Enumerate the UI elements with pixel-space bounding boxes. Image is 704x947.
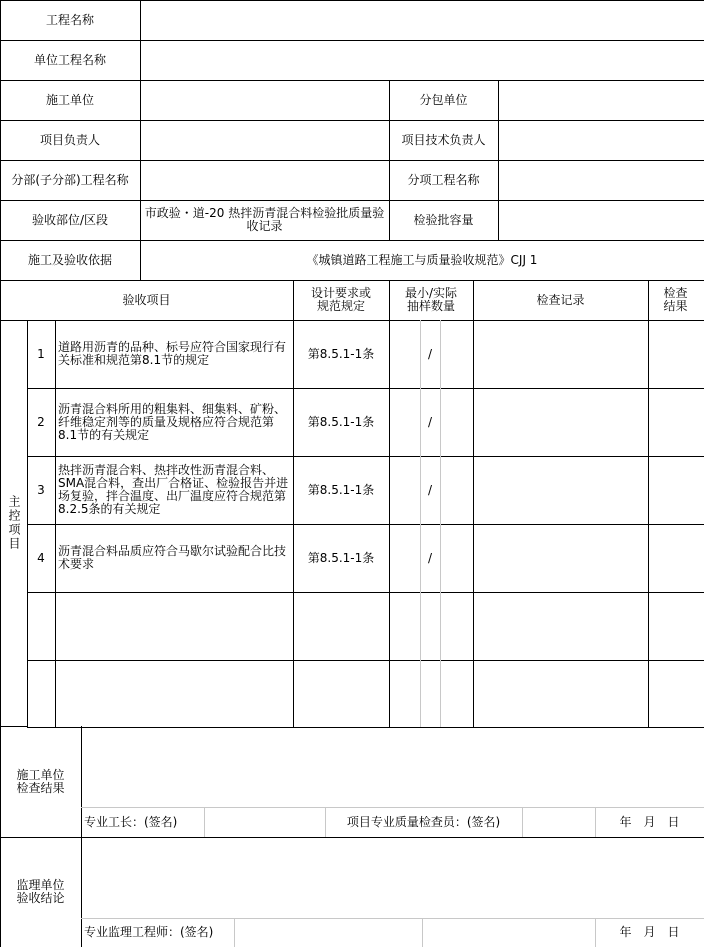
item-sample-extra[interactable] (440, 592, 474, 661)
item-number-text: 1 (37, 346, 45, 361)
division-label-text: 分部(子分部)工程名称 (11, 172, 129, 187)
basis-label (0, 240, 141, 281)
col-header-sample (389, 280, 474, 321)
item-result[interactable] (647, 592, 704, 661)
item-sample-extra[interactable] (440, 320, 474, 389)
item-number-text: 2 (37, 414, 45, 429)
engineer-label-text: 专业监理工程师：(签名) (84, 925, 214, 939)
col-header-design (293, 280, 390, 321)
item-number (27, 456, 56, 525)
technical-manager-field[interactable] (498, 120, 704, 161)
col-header-design-text: 设计要求或规范规定 (310, 286, 371, 313)
unit-project-label-text: 单位工程名称 (33, 52, 106, 67)
record-title-text: 市政验・道-20 热拌沥青混合料检验批质量验收记录 (144, 206, 385, 233)
supervisor-check-area[interactable] (81, 837, 704, 919)
item-number (27, 524, 56, 593)
item-text-text: 道路用沥青的品种、标号应符合国家现行有关标准和规范第8.1节的规定 (58, 340, 287, 367)
item-record[interactable] (473, 456, 649, 525)
col-header-sample-text: 最小/实际抽样数量 (404, 286, 458, 313)
item-result[interactable] (647, 320, 704, 389)
item-actual-sample[interactable] (420, 456, 441, 525)
technical-manager-label (389, 120, 499, 161)
project-name-label-text: 工程名称 (45, 12, 94, 27)
item-min-sample[interactable] (389, 592, 421, 661)
contractor-label (0, 80, 141, 121)
contractor-check-label (0, 726, 82, 838)
unit-project-field[interactable] (140, 40, 704, 81)
item-actual-sample[interactable] (420, 660, 441, 728)
subcontractor-label-text: 分包单位 (419, 92, 468, 107)
division-label (0, 160, 141, 201)
contractor-date-text: 年 月 日 (619, 814, 680, 829)
project-name-field[interactable] (140, 0, 704, 41)
item-text (55, 592, 294, 661)
item-min-sample[interactable] (389, 660, 421, 728)
unit-project-label (0, 40, 141, 81)
col-header-record (473, 280, 649, 321)
item-text (55, 456, 294, 525)
contractor-field[interactable] (140, 80, 390, 121)
col-header-item-text: 验收项目 (122, 292, 171, 307)
item-number-text: 3 (37, 482, 45, 497)
item-spec (293, 456, 390, 525)
subcontractor-label (389, 80, 499, 121)
item-spec-text: 第8.5.1-1条 (307, 550, 375, 565)
engineer-extra[interactable] (422, 918, 596, 947)
foreman-signature[interactable] (204, 807, 326, 838)
item-number (27, 660, 56, 728)
batch-capacity-label (389, 200, 499, 241)
engineer-signature[interactable] (234, 918, 423, 947)
project-manager-label (0, 120, 141, 161)
inspector-label (325, 807, 523, 838)
item-number (27, 388, 56, 457)
item-text-text: 沥青混合料所用的粗集料、细集料、矿粉、纤维稳定剂等的质量及规格应符合规范第8.1节的有关规定 (58, 401, 287, 442)
item-number (27, 592, 56, 661)
item-actual-sample-text: / (427, 550, 433, 565)
subitem-label (389, 160, 499, 201)
item-text-text: 沥青混合料品质应符合马歇尔试验配合比技术要求 (58, 544, 287, 571)
item-result[interactable] (647, 660, 704, 728)
contractor-label-text: 施工单位 (45, 92, 94, 107)
item-spec-text: 第8.5.1-1条 (307, 414, 375, 429)
supervisor-date-text: 年 月 日 (619, 925, 680, 939)
item-min-sample[interactable] (389, 456, 421, 525)
item-spec (293, 388, 390, 457)
foreman-label-text: 专业工长：(签名) (84, 814, 178, 829)
supervisor-date (595, 918, 704, 947)
item-number (27, 320, 56, 389)
item-record[interactable] (473, 388, 649, 457)
item-text (55, 388, 294, 457)
item-sample-extra[interactable] (440, 456, 474, 525)
col-header-record-text: 检查记录 (536, 292, 585, 307)
item-spec (293, 592, 390, 661)
inspector-label-text: 项目专业质量检查员：(签名) (346, 814, 501, 829)
item-record[interactable] (473, 592, 649, 661)
project-name-label (0, 0, 141, 41)
project-manager-label-text: 项目负责人 (39, 132, 100, 147)
technical-manager-label-text: 项目技术负责人 (401, 132, 486, 147)
main-control-label-text: 主控项目 (7, 495, 21, 551)
basis-value-text: 《城镇道路工程施工与质量验收规范》CJJ 1 (306, 252, 538, 267)
col-header-result (647, 280, 704, 321)
supervisor-check-label (0, 837, 82, 947)
batch-capacity-label-text: 检验批容量 (413, 212, 474, 227)
item-min-sample[interactable] (389, 320, 421, 389)
item-actual-sample[interactable] (420, 320, 441, 389)
engineer-label (81, 918, 235, 947)
item-actual-sample[interactable] (420, 388, 441, 457)
item-min-sample[interactable] (389, 524, 421, 593)
item-spec-text: 第8.5.1-1条 (307, 346, 375, 361)
item-spec (293, 524, 390, 593)
subitem-field[interactable] (498, 160, 704, 201)
item-text (55, 320, 294, 389)
item-number-text: 4 (37, 550, 45, 565)
inspector-signature[interactable] (522, 807, 596, 838)
basis-label-text: 施工及验收依据 (27, 252, 112, 267)
basis-value (140, 240, 704, 281)
project-manager-field[interactable] (140, 120, 390, 161)
item-sample-extra[interactable] (440, 388, 474, 457)
record-title (140, 200, 390, 241)
division-field[interactable] (140, 160, 390, 201)
item-actual-sample-text: / (427, 414, 433, 429)
item-result[interactable] (647, 388, 704, 457)
item-actual-sample[interactable] (420, 524, 441, 593)
subcontractor-field[interactable] (498, 80, 704, 121)
item-min-sample[interactable] (389, 388, 421, 457)
col-header-item (0, 280, 294, 321)
item-record[interactable] (473, 524, 649, 593)
item-text (55, 660, 294, 728)
item-actual-sample-text: / (427, 482, 433, 497)
supervisor-check-label-text: 监理单位验收结论 (16, 878, 65, 905)
item-result[interactable] (647, 524, 704, 593)
item-record[interactable] (473, 660, 649, 728)
item-result[interactable] (647, 456, 704, 525)
batch-capacity-field[interactable] (498, 200, 704, 241)
subitem-label-text: 分项工程名称 (407, 172, 480, 187)
item-text-text: 热拌沥青混合料、热拌改性沥青混合料、SMA混合料，查出厂合格证、检验报告并进场复验，拌合温度、出厂温度应符合规范第8.2.5条的有关规定 (58, 463, 289, 516)
location-label (0, 200, 141, 241)
contractor-date (595, 807, 704, 838)
main-control-label (0, 320, 28, 727)
item-spec (293, 320, 390, 389)
contractor-check-label-text: 施工单位检查结果 (16, 767, 65, 795)
foreman-label (81, 807, 205, 838)
item-spec-text: 第8.5.1-1条 (307, 482, 375, 497)
col-header-result-text: 检查结果 (663, 286, 688, 313)
location-label-text: 验收部位/区段 (31, 212, 109, 227)
item-actual-sample-text: / (427, 346, 433, 361)
item-sample-extra[interactable] (440, 524, 474, 593)
item-spec (293, 660, 390, 728)
item-sample-extra[interactable] (440, 660, 474, 728)
item-actual-sample[interactable] (420, 592, 441, 661)
item-text (55, 524, 294, 593)
contractor-check-area[interactable] (81, 726, 704, 808)
item-record[interactable] (473, 320, 649, 389)
